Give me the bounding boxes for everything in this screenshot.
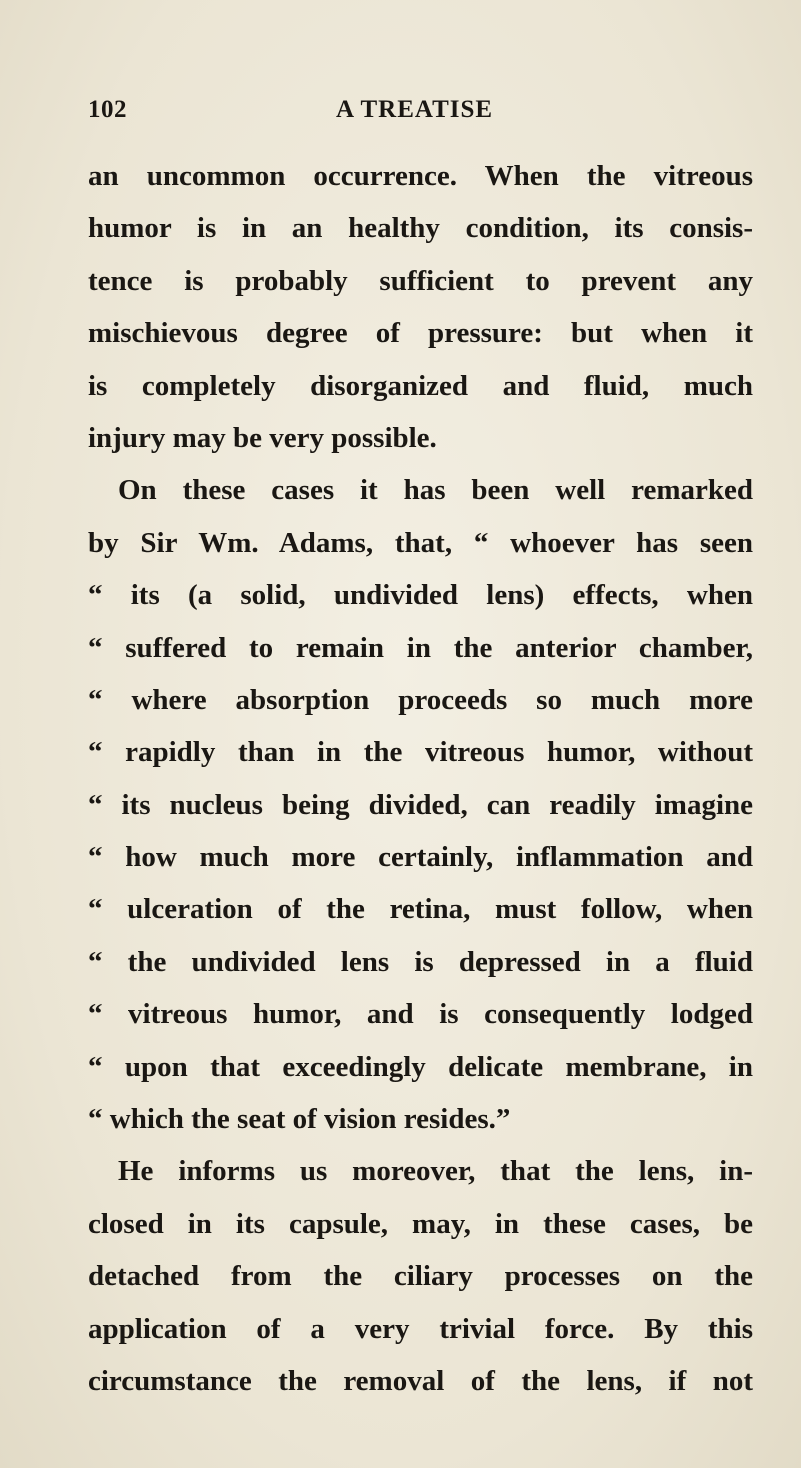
text-line: “ upon that exceedingly delicate membrane, in (88, 1050, 753, 1083)
text-line: closed in its capsule, may, in these cases, be (88, 1207, 753, 1240)
text-line: He informs us moreover, that the lens, in- (118, 1155, 753, 1188)
text-line: injury may be very possible. (88, 421, 437, 454)
text-line: detached from the ciliary processes on the (88, 1260, 753, 1293)
body-text (88, 150, 753, 1407)
text-line: an uncommon occurrence. When the vitreous (88, 160, 753, 192)
page-header (88, 96, 748, 132)
text-line: “ ulceration of the retina, must follow, when (88, 893, 753, 926)
page-number: 102 (88, 96, 127, 123)
text-line: mischievous degree of pressure: but when it (88, 317, 753, 350)
text-line: tence is probably sufficient to prevent any (88, 264, 753, 297)
text-line: “ how much more certainly, inflammation and (88, 841, 753, 874)
text-line: application of a very trivial force. By this (88, 1312, 753, 1345)
text-line: “ suffered to remain in the anterior chamber, (88, 631, 753, 664)
text-line: “ its (a solid, undivided lens) effects, when (88, 579, 753, 612)
text-line: On these cases it has been well remarked (118, 474, 753, 507)
text-line: “ where absorption proceeds so much more (88, 683, 753, 716)
text-line: “ the undivided lens is depressed in a fluid (88, 945, 753, 978)
text-line: is completely disorganized and fluid, much (88, 369, 753, 402)
text-line: “ which the seat of vision resides.” (88, 1103, 511, 1136)
text-line: circumstance the removal of the lens, if not (88, 1364, 753, 1397)
text-line: “ rapidly than in the vitreous humor, without (88, 736, 753, 769)
running-head: A TREATISE (336, 96, 494, 123)
text-line: by Sir Wm. Adams, that, “ whoever has seen (88, 526, 753, 559)
text-line: “ vitreous humor, and is consequently lodged (88, 998, 753, 1031)
text-line: humor is in an healthy condition, its consis- (88, 212, 753, 245)
text-line: “ its nucleus being divided, can readily imagine (88, 788, 753, 821)
